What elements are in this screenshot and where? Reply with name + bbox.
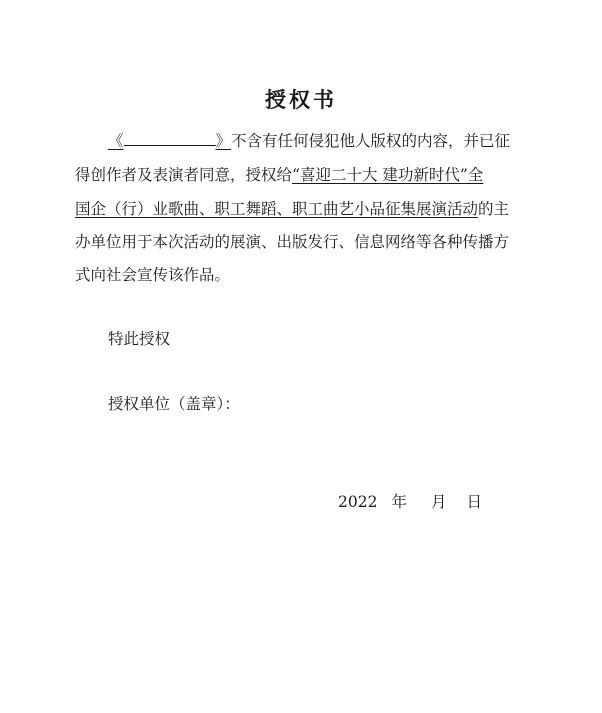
date-month-label: 月 [430, 493, 447, 511]
work-title-blank [124, 131, 216, 146]
paragraph-line-5: 式向社会宣传该作品。 [75, 266, 231, 284]
work-title-open-bracket: 《 [108, 132, 124, 150]
paragraph-line-1-text: 不含有任何侵犯他人版权的内容，并已征 [231, 132, 511, 150]
date-day-label: 日 [466, 493, 482, 511]
date-year-label: 年 [391, 493, 407, 511]
authorizing-unit-label: 授权单位（盖章）： [108, 395, 240, 413]
paragraph-line-1 [75, 131, 578, 151]
paragraph-line-2-text: 得创作者及表演者同意，授权给 [75, 166, 293, 184]
paragraph-line-2 [75, 165, 545, 185]
date-year: 2022 [338, 493, 378, 511]
paragraph-line-3 [75, 199, 545, 219]
special-authorization-text: 特此授权 [108, 330, 171, 348]
signature-date [338, 490, 482, 512]
paragraph-line-3-text: 的主 [478, 200, 510, 218]
event-name-part-1: “喜迎二十大 建功新时代”全 [292, 166, 484, 184]
paragraph-line-4: 办单位用于本次活动的展演、出版发行、信息网络等各种传播方 [75, 233, 510, 251]
document-title: 授权书 [265, 88, 337, 112]
work-title-close-bracket: 》 [215, 132, 232, 150]
event-name-part-2: 国企（行）业歌曲、职工舞蹈、职工曲艺小品征集展演活动 [75, 200, 479, 218]
